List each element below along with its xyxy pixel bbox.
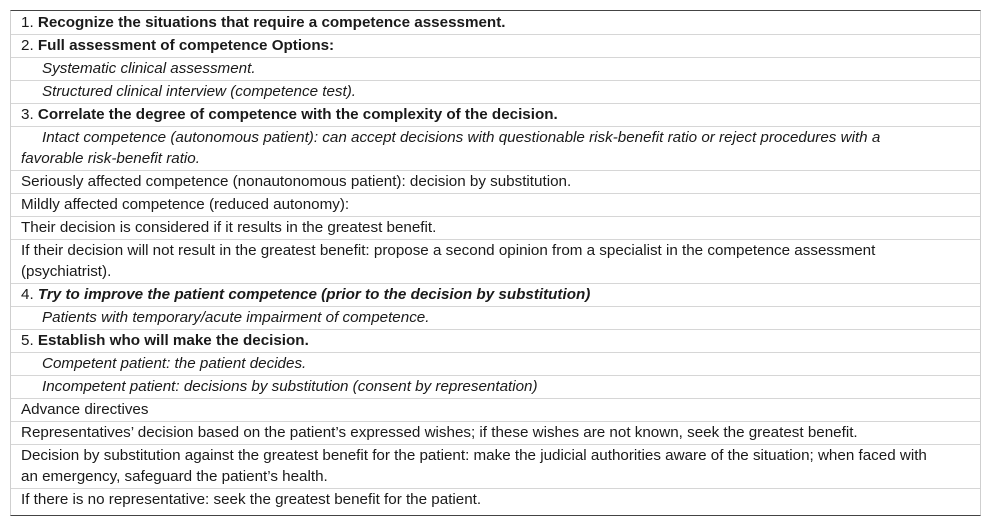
- step-3: [21, 104, 951, 125]
- step-1: [21, 12, 951, 33]
- temporary-impairment-text: Patients with temporary/acute impairment of competence.: [42, 309, 430, 326]
- advance-directives-text: Advance directives: [21, 401, 149, 418]
- seriously-affected-text: Seriously affected competence (nonautonomous patient): decision by substitution.: [21, 173, 572, 190]
- representatives-decision-text: Representatives’ decision based on the patient’s expressed wishes; if these wishes are not known, seek the greatest benefit.: [21, 424, 858, 441]
- step-2-title: Full assessment of competence Options:: [37, 37, 335, 54]
- step-5-number: 5.: [21, 332, 38, 349]
- step-5: [21, 330, 951, 351]
- step-2: [21, 35, 951, 56]
- second-opinion-text: If their decision will not result in the greatest benefit: propose a second opinion from a specialist in the competence assessment (psychiatrist).: [21, 242, 876, 280]
- mildly-affected-text: Mildly affected competence (reduced autonomy):: [21, 196, 350, 213]
- step-4-title: Try to improve the patient competence (prior to the decision by substitution): [37, 286, 591, 303]
- step-1-title: Recognize the situations that require a competence assessment.: [37, 14, 506, 31]
- decision-considered-text: Their decision is considered if it results in the greatest benefit.: [21, 219, 437, 236]
- step-3-number: 3.: [21, 106, 38, 123]
- competent-patient-text: Competent patient: the patient decides.: [42, 355, 307, 372]
- substitution-against-benefit-text: Decision by substitution against the greatest benefit for the patient: make the judicial authorities aware of the situation; when faced with an emergency, safeguard the patient’s health.: [21, 447, 927, 485]
- step-2-number: 2.: [21, 37, 38, 54]
- step-5-title: Establish who will make the decision.: [37, 332, 309, 349]
- step-2-option-1: Systematic clinical assessment.: [42, 60, 256, 77]
- step-2-option-2: Structured clinical interview (competence test).: [42, 83, 356, 100]
- incompetent-patient-text: Incompetent patient: decisions by substitution (consent by representation): [42, 378, 538, 395]
- no-representative-text: If there is no representative: seek the greatest benefit for the patient.: [21, 491, 482, 508]
- step-4-number: 4.: [21, 286, 38, 303]
- step-4: [21, 284, 951, 305]
- intact-competence-text: Intact competence (autonomous patient): can accept decisions with questionable risk-benefit ratio or reject procedures with a favorable risk-benefit ratio.: [21, 129, 881, 167]
- step-1-number: 1.: [21, 14, 38, 31]
- step-3-title: Correlate the degree of competence with the complexity of the decision.: [37, 106, 558, 123]
